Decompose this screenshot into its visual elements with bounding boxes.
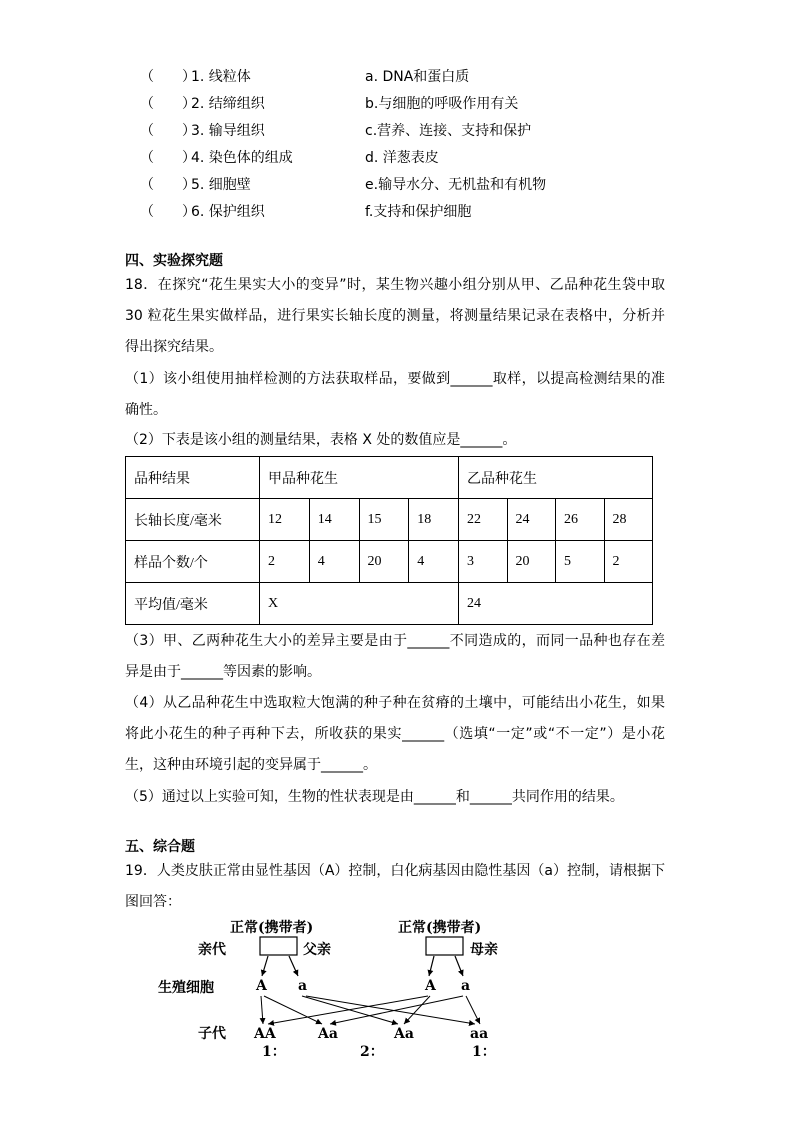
table-cell: 18 — [409, 499, 459, 541]
table-cell: 2 — [604, 541, 653, 583]
table-cell: 3 — [459, 541, 508, 583]
matching-option: c.营养、连接、支持和保护 — [365, 123, 532, 139]
mother-box — [426, 937, 463, 955]
answer-blank[interactable]: （ ） — [140, 204, 196, 220]
answer-blank[interactable]: （ ） — [140, 96, 196, 112]
arrow — [455, 956, 463, 976]
question-18-part-1: （1）该小组使用抽样检测的方法获取样品，要做到______取样，以提高检测结果的准确性。 — [125, 371, 665, 418]
arrow — [429, 956, 434, 976]
matching-option: d. 洋葱表皮 — [365, 150, 439, 166]
matching-item: 6. 保护组织 — [191, 204, 265, 220]
table-row-label: 样品个数/个 — [126, 541, 260, 583]
matching-row — [140, 201, 700, 228]
father-phenotype-label: 正常(携带者) — [230, 920, 314, 936]
arrow — [262, 956, 268, 976]
parents-label: 亲代 — [198, 942, 226, 958]
offspring-label: 子代 — [198, 1026, 226, 1042]
gamete-allele: A — [256, 978, 267, 994]
matching-row — [140, 147, 700, 174]
question-19-intro: 19．人类皮肤正常由显性基因（A）控制，白化病基因由隐性基因（a）控制，请根据下图回答： — [125, 863, 665, 910]
table-cell: 2 — [260, 541, 310, 583]
matching-item: 2. 结缔组织 — [191, 96, 265, 112]
question-18-part-4: （4）从乙品种花生中选取粒大饱满的种子种在贫瘠的土壤中，可能结出小花生，如果将此小花生的种子再种下去，所收获的果实______（选填“一定”或“不一定”）是小花生，这种由环境引起的变异属于______。 — [125, 695, 665, 773]
question-18-part-5: （5）通过以上实验可知，生物的性状表现是由______和______共同作用的结果。 — [125, 789, 624, 805]
matching-row — [140, 120, 700, 147]
matching-option: e.输导水分、无机盐和有机物 — [365, 177, 547, 193]
section-title: 五、综合题 — [125, 839, 195, 855]
table-header-group-a: 甲品种花生 — [260, 457, 459, 499]
arrow — [306, 996, 475, 1024]
father-label: 父亲 — [303, 942, 331, 958]
table-row-label: 长轴长度/毫米 — [126, 499, 260, 541]
table-cell-average-a: X — [260, 583, 459, 625]
inheritance-diagram — [150, 912, 520, 1062]
table-header-label: 品种结果 — [126, 457, 260, 499]
matching-item: 3. 输导组织 — [191, 123, 265, 139]
matching-item: 4. 染色体的组成 — [191, 150, 293, 166]
father-box — [260, 937, 297, 955]
mother-label: 母亲 — [470, 942, 498, 958]
arrow — [466, 996, 480, 1024]
matching-row — [140, 174, 700, 201]
arrow — [289, 956, 298, 976]
arrow — [261, 996, 263, 1024]
question-18-part-3: （3）甲、乙两种花生大小的差异主要是由于______不同造成的，而同一品种也存在差异是由于______等因素的影响。 — [125, 633, 665, 680]
table-cell: 4 — [309, 541, 359, 583]
table-cell: 12 — [260, 499, 310, 541]
ratio-value: 2： — [360, 1044, 384, 1060]
matching-item: 1. 线粒体 — [191, 69, 251, 85]
matching-option: f.支持和保护细胞 — [365, 204, 472, 220]
table-cell: 14 — [309, 499, 359, 541]
table-header-group-b: 乙品种花生 — [459, 457, 653, 499]
table-cell: 15 — [359, 499, 409, 541]
question-18-part-2: （2）下表是该小组的测量结果，表格 X 处的数值应是______。 — [125, 432, 517, 448]
offspring-genotype: Aa — [318, 1026, 338, 1042]
table-cell: 24 — [507, 499, 556, 541]
question-18-intro: 18．在探究“花生果实大小的变异”时，某生物兴趣小组分别从甲、乙品种花生袋中取 30 粒花生果实做样品，进行果实长轴长度的测量，将测量结果记录在表格中，分析并得出探究结果。 — [125, 277, 665, 355]
table-cell-average-b: 24 — [459, 583, 653, 625]
matching-row — [140, 66, 700, 93]
arrow — [404, 996, 430, 1024]
gamete-allele: a — [461, 978, 471, 994]
offspring-genotype: aa — [470, 1026, 489, 1042]
ratio-value: 1： — [472, 1044, 496, 1060]
table-cell: 20 — [507, 541, 556, 583]
table-cell: 4 — [409, 541, 459, 583]
matching-row — [140, 93, 700, 120]
ratio-value: 1： — [262, 1044, 286, 1060]
table-cell: 28 — [604, 499, 653, 541]
table-row-label: 平均值/毫米 — [126, 583, 260, 625]
matching-option: a. DNA和蛋白质 — [365, 69, 470, 85]
answer-blank[interactable]: （ ） — [140, 69, 196, 85]
table-cell: 22 — [459, 499, 508, 541]
gamete-allele: a — [298, 978, 308, 994]
gamete-allele: A — [425, 978, 436, 994]
answer-blank[interactable]: （ ） — [140, 177, 196, 193]
mother-phenotype-label: 正常(携带者) — [398, 920, 482, 936]
matching-item: 5. 细胞壁 — [191, 177, 251, 193]
answer-blank[interactable]: （ ） — [140, 123, 196, 139]
table-cell: 26 — [556, 499, 605, 541]
measurement-table — [125, 456, 653, 625]
matching-option: b.与细胞的呼吸作用有关 — [365, 96, 519, 112]
table-cell: 5 — [556, 541, 605, 583]
table-cell: 20 — [359, 541, 409, 583]
answer-blank[interactable]: （ ） — [140, 150, 196, 166]
offspring-genotype: Aa — [394, 1026, 414, 1042]
section-title: 四、实验探究题 — [125, 253, 223, 269]
gametes-label: 生殖细胞 — [158, 980, 214, 996]
offspring-genotype: AA — [254, 1026, 276, 1042]
